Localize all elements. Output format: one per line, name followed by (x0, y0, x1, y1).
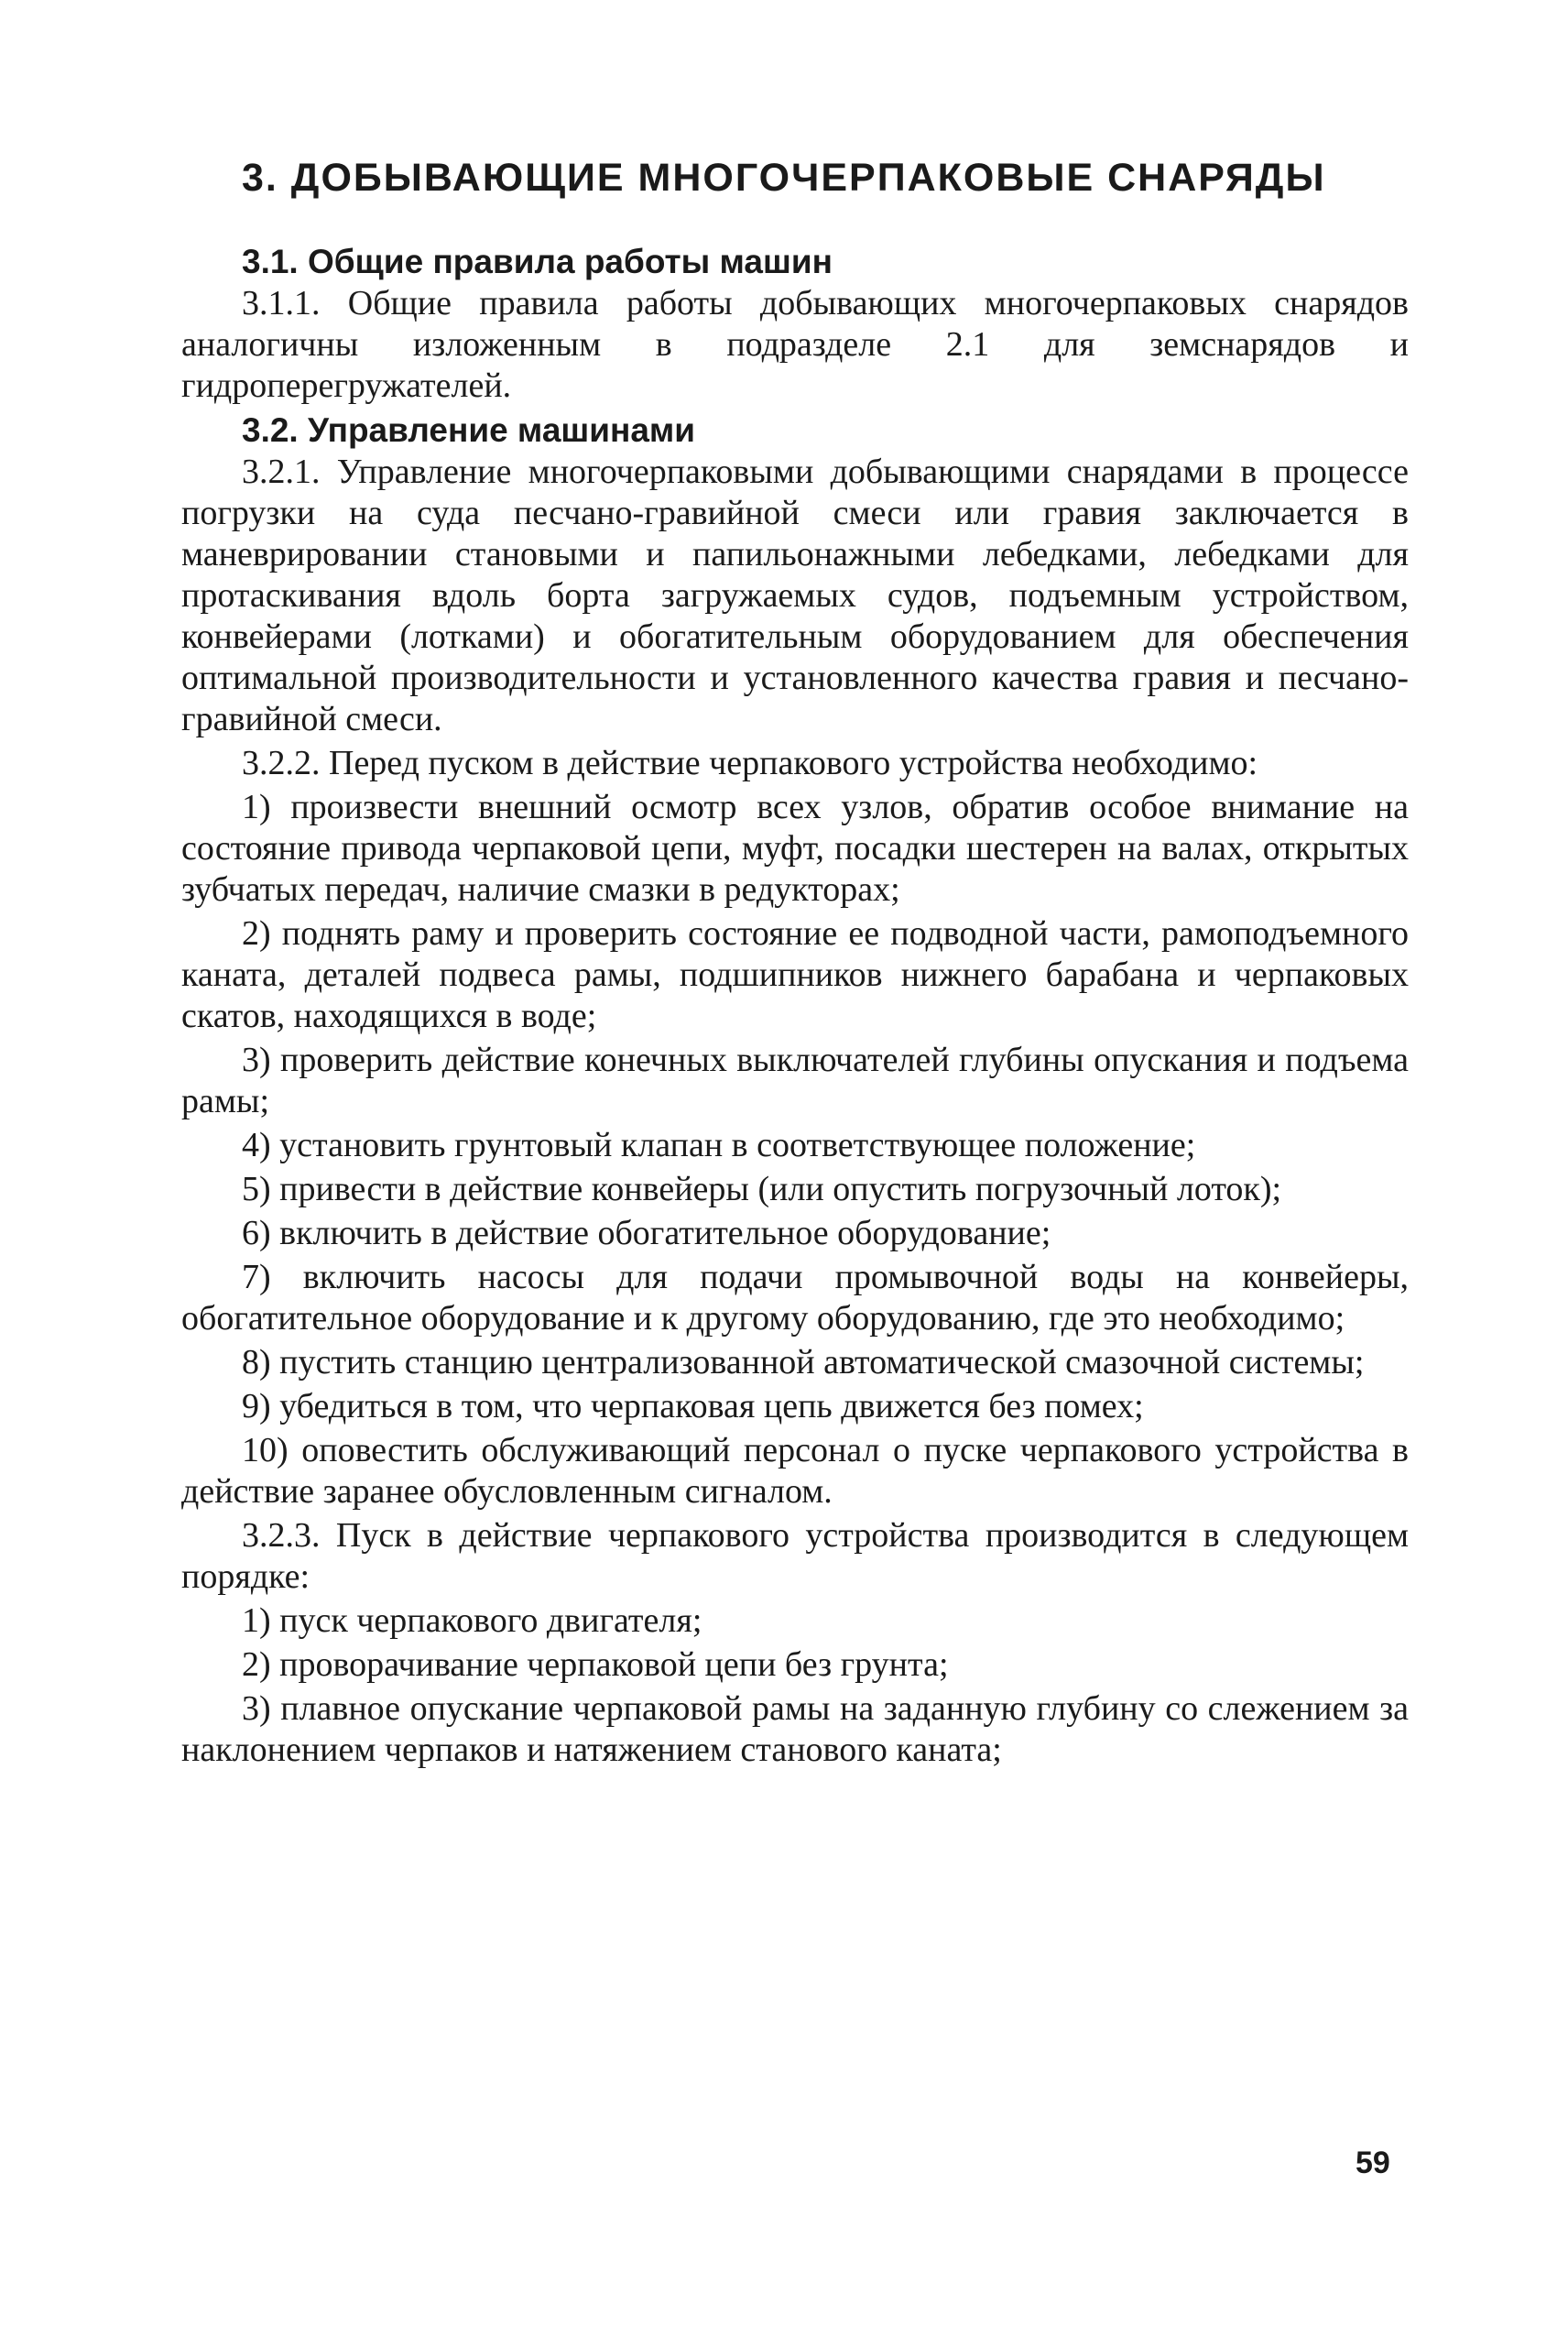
paragraph-3-2-1: 3.2.1. Управление многочерпаковыми добывающими снарядами в процессе погрузки на суда песчано-гравийной смеси или гравия заключается в маневрировании становыми и папильонажными лебедками, лебедками для протаскивания вдоль борта загружаемых судов, подъемным устройством, конвейерами (лотками) и обогатительным оборудованием для обеспечения оптимальной производительности и установленного качества гравия и песчано-гравийной смеси. (181, 453, 1409, 738)
section-heading-3-1: 3.1. Общие правила работы машин (242, 243, 833, 280)
list-item: 7) включить насосы для подачи промывочной воды на конвейеры, обогатительное оборудование и к другому оборудованию, где это необходимо; (181, 1258, 1409, 1338)
list-item: 1) произвести внешний осмотр всех узлов, обратив особое внимание на состояние привода черпаковой цепи, муфт, посадки шестерен на валах, открытых зубчатых передач, наличие смазки в редукторах; (181, 788, 1409, 909)
list-item: 4) установить грунтовый клапан в соответствующее положение; (242, 1126, 1196, 1164)
page-number: 59 (1356, 2146, 1390, 2180)
paragraph-3-2-2: 3.2.2. Перед пуском в действие черпакового устройства необходимо: (242, 744, 1258, 782)
list-item: 2) проворачивание черпаковой цепи без грунта; (242, 1645, 949, 1684)
list-item: 2) поднять раму и проверить состояние ее подводной части, рамоподъемного каната, деталей подвеса рамы, подшипников нижнего барабана и черпаковых скатов, находящихся в воде; (181, 914, 1409, 1035)
list-item: 1) пуск черпакового двигателя; (242, 1601, 702, 1640)
document-page (181, 137, 1409, 1774)
paragraph-3-2-3: 3.2.3. Пуск в действие черпакового устройства производится в следующем порядке: (181, 1516, 1409, 1596)
list-item: 6) включить в действие обогатительное оборудование; (242, 1214, 1051, 1252)
list-item: 3) проверить действие конечных выключателей глубины опускания и подъема рамы; (181, 1041, 1409, 1120)
paragraph-3-1-1: 3.1.1. Общие правила работы добывающих многочерпаковых снарядов аналогичны изложенным в подразделе 2.1 для земснарядов и гидроперегружателей. (181, 284, 1409, 405)
list-item: 9) убедиться в том, что черпаковая цепь движется без помех; (242, 1387, 1144, 1425)
chapter-title: 3. ДОБЫВАЮЩИЕ МНОГОЧЕРПАКОВЫЕ СНАРЯДЫ (242, 156, 1326, 200)
list-item: 8) пустить станцию централизованной автоматической смазочной системы; (242, 1343, 1365, 1381)
section-heading-3-2: 3.2. Управление машинами (242, 411, 696, 449)
list-item: 5) привести в действие конвейеры (или опустить погрузочный лоток); (242, 1170, 1282, 1208)
list-item: 10) оповестить обслуживающий персонал о пуске черпакового устройства в действие заранее обусловленным сигналом. (181, 1431, 1409, 1511)
list-item: 3) плавное опускание черпаковой рамы на заданную глубину со слежением за наклонением черпаков и натяжением станового каната; (181, 1689, 1409, 1769)
